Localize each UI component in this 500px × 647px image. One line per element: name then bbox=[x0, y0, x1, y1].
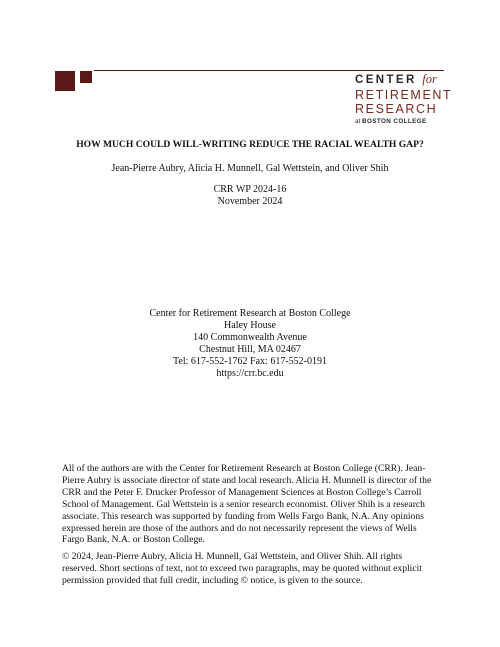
copyright-notice: © 2024, Jean-Pierre Aubry, Alicia H. Munnell, Gal Wettstein, and Oliver Shih. All rights reserved. Short sections of text, not to exceed two paragraphs, may be quoted without explicit permission provided that full credit, including © notice, is given to the source. bbox=[62, 551, 422, 586]
paper-identifier bbox=[0, 184, 500, 208]
paper-title: HOW MUCH COULD WILL-WRITING REDUCE THE RACIAL WEALTH GAP? bbox=[76, 139, 424, 150]
contact-address bbox=[0, 308, 500, 380]
address-building: Haley House bbox=[224, 320, 276, 331]
address-url[interactable]: https://crr.bc.edu bbox=[216, 368, 284, 379]
logo-line-college: at BOSTON COLLEGE bbox=[355, 117, 427, 125]
address-phone-fax: Tel: 617-552-1762 Fax: 617-552-0191 bbox=[172, 356, 327, 367]
paper-date: November 2024 bbox=[217, 196, 283, 207]
logo-for: for bbox=[422, 72, 437, 86]
paper-authors: Jean-Pierre Aubry, Alicia H. Munnell, Gal Wettstein, and Oliver Shih bbox=[111, 163, 389, 174]
address-street: 140 Commonwealth Avenue bbox=[193, 332, 307, 343]
logo-square-large bbox=[55, 71, 75, 91]
paper-number: CRR WP 2024-16 bbox=[213, 184, 287, 195]
crr-logo bbox=[355, 72, 453, 125]
address-org: Center for Retirement Research at Boston College bbox=[149, 308, 351, 319]
author-disclosure: All of the authors are with the Center for Retirement Research at Boston College (CRR). Jean-Pierre Aubry is associate director of state and local research. Alicia H. Munnell is director of the CRR and the Peter F. Drucker Professor of Management Sciences at Boston College’s Carroll School of Management. Gal Wettstein is a senior research economist. Oliver Shih is a research associate. This research was supported by funding from Wells Fargo Bank, N.A. Any opinions expressed herein are those of the authors and do not necessarily represent the views of Wells Fargo Bank, N.A. or Boston College. bbox=[62, 463, 432, 546]
logo-line-center: CENTER for bbox=[355, 72, 437, 86]
address-city: Chestnut Hill, MA 02467 bbox=[199, 344, 301, 355]
logo-square-small bbox=[80, 71, 92, 83]
header-rule bbox=[94, 70, 444, 71]
logo-line-research: RESEARCH bbox=[355, 102, 438, 116]
logo-line-retirement: RETIREMENT bbox=[355, 87, 453, 102]
